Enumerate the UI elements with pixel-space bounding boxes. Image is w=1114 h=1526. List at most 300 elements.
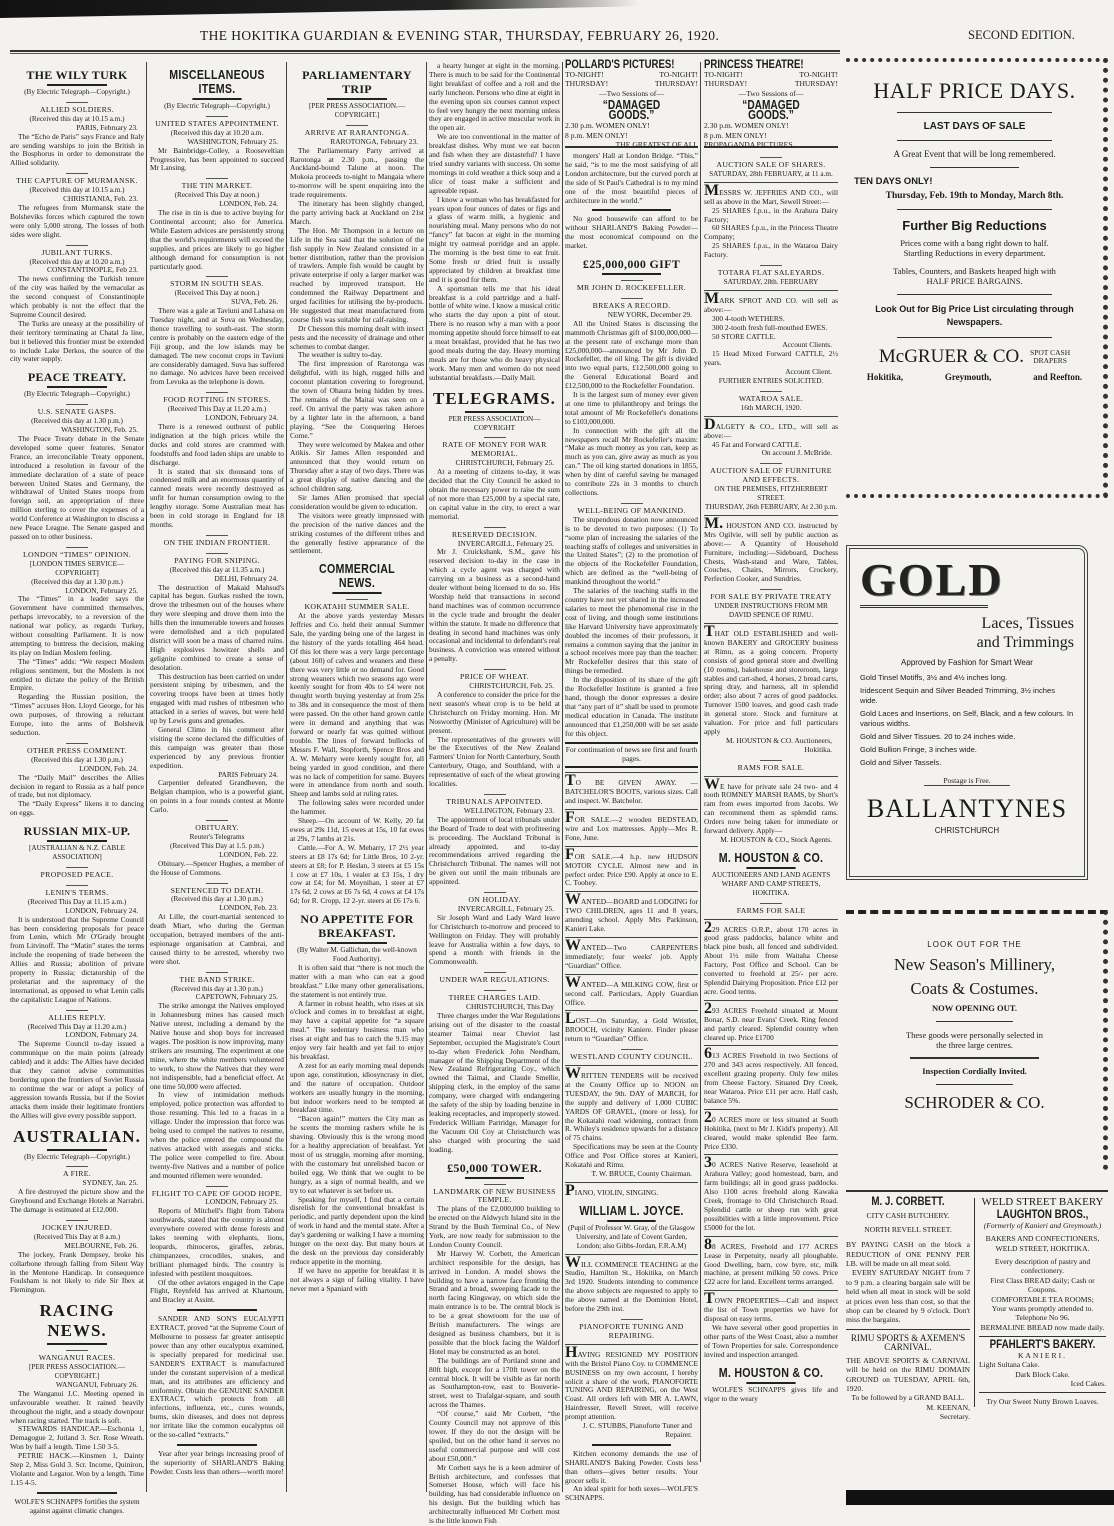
article-paragraph: Obituary.—Spencer Hughes, a member of the House of Commons. (150, 858, 284, 877)
article-paragraph: The appointment of local tribunals under the Board of Trade to deal with profiteering is proceeding. The Auckland Tribunal is already appointed, and to-day recommendations arrived regarding the Christchurch Tribunal. The names will not be given out until the main tribunals are appointed. (429, 814, 560, 887)
ad-text: 8 p.m. MEN ONLY! (565, 130, 628, 140)
article-paragraph: The strike amongst the Natives employed in Johannesburg mines has caused much Native unrest, including a demand by the Native house and shop boys for increased wages. The position is now improving, many strikers are resuming. The experiment at one mine, where the white members volunteered to work, to show the Natives that they were not indispensible, had a beneficial effect. At one time 50,000 were affected. (150, 1001, 284, 1091)
article-paragraph: It is stated that six thousand tons of condensed milk and an enormous quantity of canned meats were recently destroyed as unfit for human consumption owing to the lengthy storage. Some Australian meat has been in cold storage in England for 18 months. (150, 466, 284, 529)
classified-ad: 293 ACRES Freehold situated at Mount Bonar, S.D. near Evans' Creek. Ring fenced and partly cleared. Splendid country when cleared up. Price £1700 (704, 999, 838, 1042)
article-paragraph: An ideal spirit for both sexes—WOLFE'S SCHNAPPS. (565, 1484, 698, 1503)
ad-text: LAST DAYS OF SALE (923, 121, 1026, 132)
article-paragraph: No good housewife can afford to be without SHARLAND'S Baking Powder—the most economical compound on the market. (565, 214, 698, 251)
article-paragraph: The “Echo de Paris” says France and Italy are sending warships to join the British in the Bosphorus in order to demonstrate the Allied solidarity. (10, 131, 144, 168)
article-paragraph: 50 STORE CATTLE. (712, 331, 776, 341)
dateline-note: (Received this day at 1.30 p.m.) (171, 984, 263, 993)
article-subheading: AUCTION SALE OF SHARES. (704, 157, 838, 170)
article-headline: TELEGRAMS. (429, 389, 560, 413)
ad-text: —Two Sessions of— (738, 88, 804, 98)
divider (592, 1444, 672, 1446)
ad-text: Approved by Fashion for Smart Wear (901, 658, 1033, 667)
dateline-note: (By Electric Telegraph—Copyright.) (24, 88, 130, 96)
dateline-note: (Received this day at 10.15 a.m.) (29, 114, 125, 123)
article-subheading: FLIGHT TO CAPE OF GOOD HOPE. (150, 1186, 284, 1199)
article-paragraph: The news confirming the Turkish tenure of the city was hailed by the vernacular as the second conquest of Constantinople which probably is not the effect that the Supreme Council desired. (10, 274, 144, 319)
article-paragraph: 300 4-tooth WETHERS. (712, 313, 785, 323)
ad-text: Light Sultana Cake. (979, 1360, 1040, 1370)
ad-text: Tables, Counters, and Baskets heaped high with (893, 266, 1056, 276)
column-4 (429, 61, 560, 1526)
dateline: CONSTANTINOPLE, Feb 23. (47, 265, 138, 275)
dateline: M. HOUSTON & CO., Stock Agents. (720, 835, 832, 844)
dateline: LONDON, February 24. (65, 905, 138, 915)
ad-text: EVERY SATURDAY NIGHT from 7 to 9 p.m. a clearing bargain sale will be held when all meat in stock will be sold at prices even less than cost, so that the shop can be cleared by 9 o'clock. Don't miss the bargains. (846, 1268, 970, 1325)
ad-headline: Coats & Costumes. (910, 979, 1039, 998)
dateline-note: [AUSTRALIAN & N.Z. CABLE ASSOCIATION] (28, 844, 126, 862)
ad-headline: New Season's Millinery, (894, 955, 1055, 974)
ad-text: BY PAYING CASH on the block a REDUCTION of ONE PENNY PER LB. will be made on all meat sold. (846, 1240, 970, 1269)
dateline-note: 16th MARCH, 1920. (740, 403, 802, 412)
article-subheading: WESTLAND COUNTY COUNCIL. (565, 1049, 698, 1062)
article-headline: THE WILY TURK (10, 68, 144, 86)
article-paragraph: A zest for an early morning meal depends upon age, constitution, idiosyncrasy in diet, and the nature of occupation. Outdoor workers are usually hungry in the morning, but indoor workers need to be tempted at breakfast time. (290, 1060, 424, 1115)
article-paragraph: I know a woman who has breakfasted for years upon four ounces of dates or figs and a glass of warm milk, a hygienic and nourishing meal. Many persons who do not “fancy” fat bacon at eight in the morning might try oatmeal porridge and an apple. The morning is the best time to eat fruit. Some fresh or dried fruit is usually appreciated by children at breakfast time and it is good for them. (429, 194, 560, 284)
dateline-note: UNDER INSTRUCTIONS FROM MR DAVID SPENCE OF RIMU. (714, 602, 828, 620)
dateline-note: SATURDAY, 28th. FEBRUARY (723, 277, 819, 286)
ad-text: (Formerly of Kanieri and Greymouth.) (983, 1220, 1102, 1230)
classified-ad: THAT OLD ESTABLISHED and well-known BAKERY and GROCERY business at Rimu, as a going concern. Property consists of good general store and dwelling (10 rooms), bakehouse and storeroom, large stables and cart-shed, 4 horses, 2 bread carts, spring dray, and harness, all in splendid order; also about 7 acres of good paddocks. Turnover 1500 loaves, and good cash trade in general store. Stock and furniture at valuation. For price and full particulars apply (704, 622, 838, 736)
article-paragraph: 60 SHARES f.p.u., in the Princess Theatre Company; (704, 223, 838, 242)
dateline-note: WHARF AND CAMP STREETS, HOKITIKA. (721, 879, 821, 897)
dateline: INVERCARGILL, February 25. (457, 903, 554, 913)
article-subheading: A FIRE. (10, 1166, 144, 1179)
article-paragraph: Three charges under the War Regulations arising out of the disaster to the coastal steamer Taimai near Cheviot last September, occupied the Magistrate's Court to-day when Frederick John Needham, manager of the Shipping Department of the New Zealand Refrigerating Coy., which owned the Taimai, and Claude Smellie, shipping clerk, in the employ of the same company, were charged with endangering the safety of the ship by loading benzine in leaking receptacles, and improperly stowed. Frederick William Partridge, Manager for the Vacuum Oil Coy at Christchurch was also charged with procuring the said loading. (429, 1011, 560, 1154)
article-paragraph: All the United States is discussing the mammoth Christmas gift of $100,000,000—at the present rate of exchange more than £25,000,000—announced by Mr John D. Rockefeller, the oil king. The gift is divided into two equal parts, £12,500,000 going to the General Educational Board and £12,500,000 to the Rockefeller Foundation. (565, 318, 698, 391)
dateline: WASHINGTON, Feb. 25. (61, 425, 138, 435)
article-paragraph: The “Daily Express” likens it to dancing on eggs. (10, 799, 144, 818)
article-paragraph: There was a gale at Taviuni and Lahasa on Tuesday night, and at Suva on Wednesday, thence travelling to south-east. The storm centre is probably on the eastern edge of the Fiji group, and the low islands may be damaged. The new coconut crops in Taviuni are considerably damaged. Suva has suffered no damage. No advices have been received from Levuka as the telephone is down. (150, 306, 284, 387)
article-paragraph: Carpentier defeated Grandheven, the Belgian champion, who is a powerful giant, on points in a four rounds contest at Monte Carlo. (150, 778, 284, 815)
article-paragraph: mongers' Hall at London Bridge. “This,” he said, “is to me the most satisfying of all London architecture, but the curved porch at the side of St Paul's Cathedral is to my mind one of the most beautiful pieces of architecture in the world.” (565, 151, 698, 205)
divider (177, 1444, 257, 1446)
article-subheading: RATE OF MONEY FOR WAR MEMORIAL. (429, 437, 560, 459)
dateline-note: (Received This Day at 11.15 a.m.) (27, 897, 127, 906)
article-paragraph: A sportsman tells me that his ideal breakfast is a cold partridge and a half-bottle of white wine. I know a musical critic who starts the day upon a pint of stout. There is no reason why a man with a poor morning appetite should force himself to eat a meat breakfast, provided that he has two good meals during the day. Heavy morning meals are for those who do heavy physical work. Many men and women do not need substantial breakfasts.—Daily Mail. (429, 283, 560, 382)
article-subheading: PRICE OF WHEAT. (429, 669, 560, 682)
article-paragraph: General Climo in his comment after visiting the scene declared the difficulties of this campaign was greater than those experienced by any previous frontier expedition. (150, 725, 284, 770)
dateline: Account Client. (785, 367, 832, 377)
ad-text: Dark Block Cake. (1015, 1369, 1070, 1379)
article-paragraph: In the disposition of its share of the gift the Rockefeller Institute is granted a free hand, though the donor expresses a desire that “any part of it” shall be used to promote medical education in Canada. The institute announced that £1,250,000 will be set aside for this object. (565, 675, 698, 738)
article-paragraph: The “Daily Mail” describes the Allies decision in regard to Russia as a half pence of trade, but not diplomacy. (10, 772, 144, 800)
article-subheading: UNITED STATES APPOINTMENT. (150, 116, 284, 129)
dateline: On account J. McBride. (761, 448, 832, 458)
article-paragraph: Of the other aviators engaged in the Cape Flight, Reynfeld has arrived at Khartoum, and Bracley at Assint. (150, 1277, 284, 1305)
article-subheading: FOOD ROTTING IN STORES. (150, 392, 284, 405)
ad-text: Every description of pastry and confectionery. (994, 1257, 1091, 1276)
ad-firm-name: SCHRODER & CO. (904, 1093, 1045, 1112)
dateline: INVERCARGILL, February 25. (457, 538, 554, 548)
dateline-note: (By Walter M. Gallichan, the well-known Food Authority). (297, 946, 417, 964)
article-subheading: TOTARA FLAT SALEYARDS. (704, 265, 838, 278)
classified-ad: 20 ACRES more or less situated at South Hokitika, (next to Mr J. Kidd's property). All cleared, would make splendid Bee farm. Price £330. (704, 1108, 838, 1151)
article-subheading: PROPOSED PEACE. (10, 867, 144, 880)
ad-text: PROPAGANDA PICTURES. (704, 140, 795, 149)
ad-text: THURSDAY! (704, 79, 748, 88)
article-headline: PARLIAMENTARY TRIP (290, 68, 424, 100)
article-paragraph: Sir Joseph Ward and Lady Ward leave for Christchurch to-morrow and proceed to Wellington on Friday. They will probably leave for Australia within a few days, to spend a month with friends in the Commonwealth. (429, 912, 560, 967)
article-headline: RACING NEWS. (10, 1301, 144, 1345)
column-6 (704, 152, 838, 1497)
article-paragraph: A fire destroyed the picture show and the Greyhound and Exchange Hotels at Narrabri. The damage is estimated at £12,000. (10, 1187, 144, 1215)
article-paragraph: Mr J. Cruickshank, S.M., gave his reserved decision to-day in the case in which a cycle agent was charged with carrying on a business as a second-hand dealer without being licensed to do so. His Worship held that transactions in second hand machines was of common occurrence in the cycle trade and brought the dealer within the statute. It made no difference that dealing in second hand machines was only occasional and incidental to defendant's real business. A conviction was entered without a penalty. (429, 547, 560, 664)
divider (177, 1309, 257, 1311)
article-paragraph: In view of intimidation methods employed, police protection was afforded to those resuming. This led to a fracas in a village. Under the impression that force was being used to compel the natives to resume, when the police entered the compound the natives attacked with assegais and sticks. The police were compelled to fire. About twenty-five Natives and a number of police and mounted riflemen were wounded. (150, 1090, 284, 1180)
article-subheading: OBITUARY. (150, 820, 284, 833)
classified-ad: FOR SALE.—2 wooden BEDSTEAD, wire and Lox mattresses. Apply—Mrs R. Fone, June. (565, 809, 698, 842)
ad-text: BERMALINE BREAD now made daily. (980, 1322, 1105, 1332)
ad-text: To be followed by a GRAND BALL. (851, 1393, 965, 1403)
gold-item: Gold Tinsel Motiffs, 3½ and 4½ inches long. (860, 673, 1008, 682)
dateline-note: AUCTIONEERS AND LAND AGENTS (711, 870, 831, 879)
princess-theatre-ad (704, 57, 838, 149)
ad-text: Thursday, Feb. 19th to Monday, March 8th. (885, 191, 1064, 201)
newspaper-title: THE HOKITIKA GUARDIAN & EVENING STAR, THURSDAY, FEBRUARY 26, 1920. (200, 28, 720, 43)
article-subheading: RESERVED DECISION. (429, 527, 560, 540)
ad-firm-name: PFAHLERT'S BAKERY. (989, 1339, 1096, 1352)
dateline-note: [PER PRESS ASSOCIATION.—COPYRIGHT.] (28, 1363, 126, 1381)
ad-text: Laces, Tissues (981, 615, 1074, 632)
ad-firm-name: BALLANTYNES (866, 794, 1068, 823)
ad-text: TEN DAYS ONLY! (854, 176, 933, 187)
ad-headline: RIMU SPORTS & AXEMEN'S CARNIVAL. (850, 1332, 966, 1353)
ad-text: Inspection Cordially Invited. (922, 1066, 1027, 1076)
article-headline: M. HOUSTON & CO. (716, 851, 826, 869)
gold-item: Gold Bullion Fringe, 3 inches wide. (860, 745, 977, 754)
ad-headline: WELD STREET BAKERY (981, 1196, 1104, 1208)
dateline-note: (Received this day at 10.20 a.m. (170, 128, 264, 137)
dateline: M. HOUSTON & CO. Auctioneers, Hokitika. (726, 735, 832, 754)
article-paragraph: At a meeting of citizens to-day, it was decided that the City Council be asked to obtain the necessary power to raise the sum of not more than £25,000 by a special rate, on capital value in the city, to erect a war memorial. (429, 467, 560, 521)
article-paragraph: SANDER AND SON'S EUCALYPTI EXTRACT, proved “at the Supreme Court of Melbourne to possess far greater antiseptic power than any other eucalyptus examined, is specially prepared for medicinal use. SANDER'S EXTRACT is manufactured under the constant supervision of a medical man, and its attributes are efficiency and uniformity. Obtain the GENUINE SANDER EXTRACT, which protects from all infections, influenza, etc., cures wounds, burns, skin diseases, and does not depress nor irritate like the common eucalyptus oil or the so-called “extracts.” (150, 1314, 284, 1440)
article-subheading: FOR SALE BY PRIVATE TREATY (704, 589, 838, 602)
article-subheading: WELL-BEING OF MANKIND. (565, 503, 698, 516)
ad-text: THE GREATEST OF ALL (615, 140, 698, 149)
article-paragraph: The Supreme Council to-day issued a communique on the main points (already cabled) and it adds: The Allies have decided that they cannot advise communities bordering upon the frontiers of Soviet Russia to continue the war or adopt a policy of aggression towards Russia, but if the Soviet attacks them inside their legitimate frontiers the Allies will give every possible support. (10, 1039, 144, 1120)
article-paragraph: The Hon. Mr Thompson in a lecture on Life in the Sea said that the solution of the fish supply in New Zealand consisted in a better distribution, rather than the provision of trawlers. Ample fish would be caught by private enterprise if only a larger market was reached by improved transport. He condemned the Railway Department and urged facilities for utilising the by-products. He suggested that meat manufactured from course fish was suitable for calf-raising. (290, 225, 424, 324)
dateline: DELHI, February 24. (214, 573, 278, 583)
ad-title: POLLARD'S PICTURES! (565, 57, 675, 71)
ad-text: TO-NIGHT! (704, 69, 743, 79)
article-subheading: TRIBUNALS APPOINTED. (429, 794, 560, 807)
article-subheading: ON THE INDIAN FRONTIER. (150, 535, 284, 548)
ad-text: THE ABOVE SPORTS & CARNIVAL will be held on the RIMU DOMAIN GROUND on TUESDAY, APRIL 6th, 1920. (846, 1355, 970, 1393)
column-divider (146, 62, 147, 1492)
article-paragraph: The representatives of the growers will be the Executives of the New Zealand Farmers' Union for North Canterbury, South Canterbury, Otago, and Southland, with a representative of each of the wheat growing localities. (429, 734, 560, 789)
ad-text: NOW OPENING OUT. (932, 1003, 1017, 1013)
article-subheading: LANDMARK OF NEW BUSINESS TEMPLE. (429, 1184, 560, 1206)
classified-ad: DALGETY & CO., LTD., will sell as above:— (704, 415, 838, 440)
classified-ad: TO BE GIVEN AWAY. — BATCHELOR'S BOOTS, various sizes. Call and inspect. W. Batchelor. (565, 772, 698, 806)
column-1 (10, 62, 144, 1515)
ad-text: Look Out for Big Price List circulating through Newspapers. (875, 304, 1074, 327)
article-paragraph: The “Times” in a leader says the Government have committed themselves, perhaps irrevocably, to a reversion of the national war policy, as regards Turkey, without consulting Parliament. It is now attempting to buttress the decision, making its play on Indian Moslem feeling. (10, 594, 144, 657)
article-paragraph: There is a renewed outburst of public indignation at the high prices while the docks and cold stores are crammed with foodstuffs and food laden ships are unable to discharge. (150, 422, 284, 467)
article-paragraph: 25 SHARES f.p.u., in the Arahura Dairy Factory; (704, 205, 838, 224)
article-subheading: WANGANUI RACES. (10, 1350, 144, 1363)
dateline-note: (Received this day at 1.30 p.m.) (31, 577, 123, 586)
article-subheading: WATAROA SALE. (704, 391, 838, 404)
ad-text: SPOT CASH (1030, 348, 1071, 357)
article-paragraph: Cattle.—For A. W. Meharry, 17 2½ year steers at £8 17s 6d; for Little Bros, 10 2-yr. steers at £8; for P. Heslan, 3 steers at £5 15s 1 cow at £7 10s, 1 vealer at £3 15s, 1 dry cow at £4; for M. Moynihan, 1 steer at £7 17s 6d, 2 cows at £6 7s 6d, 4 cows at £4 17s 6d; for R. Cropp, 12 2-yr. steers at £6 17s 6. (290, 842, 424, 906)
article-paragraph: This destruction has been carried on under persistent sniping by tribesmen, and the covering troops have been at times hotly engaged with mad rushes of tribesmen who attacked in a series of waves, but were held up by Lewis guns and grenades. (150, 671, 284, 726)
article-paragraph: 300 2-tooth fresh full-mouthed EWES. (712, 322, 828, 332)
article-paragraph: Reports of Mitchell's flight from Tabora southwards, stated that the country is almost everywhere covered with dense forests and lakes teeming with elephants, lions, leopards, rhinoceros, giraffes, zebras, chimpanzees, crocodiles, snakes, and brilliant plumaged birds. The country is infested with pestilent mosquitoes. (150, 1206, 284, 1278)
dateline-note: (Received this day at 11.35 a.m.) (169, 565, 265, 574)
ad-text: BAKERS AND CONFECTIONERS, WELD STREET, HOKITIKA. (985, 1234, 1100, 1253)
article-subheading: LENIN'S TERMS. (10, 885, 144, 898)
article-subheading: JUBILANT TURKS. (10, 245, 144, 258)
classified-ad: 30 ACRES Native Reserve, leasehold at Arahura Valley; good homestead, barn, and farm buildings; all in good grass paddocks. Also 1100 acres freehold along Kawaka Creek, frontage to Old Christchurch Road. Splendid cattle or sheep run with great possibilities with a little improvement. Price £5000 for the lot. (704, 1154, 838, 1232)
article-paragraph: Sheep.—On account of W. Kelly, 20 fat ewes at 29s 11d, 15 ewes at 15s, 10 fat ewes at 29s, 7 lambs at 21s. (290, 816, 424, 843)
article-paragraph: Mr Corbett says he is a keen admirer of British architecture, and confesses that Somerset House, which will face his building, has had considerable influence on his design. But the building which has architecturally influenced Mr Corbett most is the little known Fish (429, 1462, 560, 1526)
dateline-note: [LONDON TIMES SERVICE—COPYRIGHT] (29, 559, 125, 577)
ad-text: Secretary. (939, 1412, 970, 1422)
dateline: LONDON, February 24. (65, 1030, 138, 1040)
article-paragraph: Sir James Allen promised that special consideration would be given to education. (290, 492, 424, 511)
ad-headline: Further Big Reductions (902, 218, 1047, 233)
article-subheading: ALLIED SOLDIERS. (10, 102, 144, 115)
column-divider (700, 62, 701, 1462)
notice-box: For continuation of news see first and fourth pages. (565, 742, 698, 768)
masthead-rule (10, 50, 840, 54)
dateline-note: ON THE PREMISES, FITZHERBERT STREET. (714, 485, 828, 503)
gold-item: Gold Laces and Insertions, on Self, Black, and a few colours. In various widths. (860, 709, 1074, 728)
article-subheading: AUCTION SALE OF FURNITURE AND EFFECTS. (704, 463, 838, 485)
article-paragraph: Dr Chesson this morning dealt with insect pests and the necessity of drainage and other schemes to combat danger. (290, 323, 424, 351)
dateline-note: (Received this day at 1.30 p.m.) (31, 755, 123, 764)
article-subheading: THE BAND STRIKE. (150, 972, 284, 985)
dateline: LONDON, Feb. 22. (219, 849, 278, 859)
article-paragraph: The itinerary has been slightly changed, the party arriving back at Auckland on 21st March. (290, 199, 424, 226)
dateline: LONDON, Feb. 23. (219, 903, 278, 913)
masthead (0, 28, 1114, 48)
article-headline: PEACE TREATY. (10, 370, 144, 388)
dateline: LONDON, February 24. (205, 413, 278, 423)
ad-text: 2.30 p.m. WOMEN ONLY! (704, 121, 789, 130)
article-paragraph: The stupendous donation now announced is to be devoted to two purposes: (1) To “some plan of increasing the salaries of the teaching staffs of colleges and universities in the United States”; (2) to the promotion of the objects of the Rockefeller Foundation, which are defined as the “well-being of mankind throughout the world.” (565, 514, 698, 587)
dateline: NEW YORK, December 29. (607, 309, 692, 319)
article-paragraph: Mr Harvey W. Corbett, the American architect responsible for the design, has arrived in London. A model shows the building to have a narrow face fronting the Strand and a broad, sweeping facade to the north facing Kingsway, on which side the main entrance is to be. The central block is to be a great showroom for the use of British manufacturers. The wings are designed as business chambers, but it is possible that the block facing the Waldorf Hotel may be constructed as an hotel. (429, 1248, 560, 1356)
dateline-note: FURTHER ENTRIES SOLICITED. (718, 377, 824, 386)
article-headline: AUSTRALIAN. (10, 1127, 144, 1151)
article-paragraph: The visitors were greatly impressed with the precision of the native dances and the striking costumes of the different tribes and the generally festive appearance of the settlement. (290, 510, 424, 556)
article-headline: WILLIAM L. JOYCE. (577, 1204, 686, 1222)
article-paragraph: “Bacon again!” mutters the City man as he scents the morning rashers while he is shaving. Obviously this is the wrong mood for a healthy appreciation of breakfast. Yet most of us struggle, morning after morning, with the customary but unrelished bacon or boiled egg. We think that we ought to be hungry, as a sign of normal health, and we try to eat whatever is set before us. (290, 1114, 424, 1195)
gold-items-list (860, 673, 1074, 768)
article-paragraph: The refugees from Murmansk state the Bolsheviks forces which captured the town were only 5,000 strong. The losses of both sides were slight. (10, 202, 144, 239)
article-paragraph: Year after year brings increasing proof of the superiority of SHARLAND'S Baking Powder. Costs less than others—worth more! (150, 1448, 284, 1476)
article-subheading: THE TIN MARKET. (150, 178, 284, 191)
ad-firm-name: LAUGHTON BROS., (996, 1209, 1089, 1222)
article-subheading: STORM IN SOUTH SEAS. (150, 276, 284, 289)
ad-text: THURSDAY! (794, 79, 838, 88)
ad-text: THURSDAY! (654, 79, 698, 88)
article-paragraph: The weather is sultry to-day. (298, 350, 383, 360)
article-paragraph: The Wanganui J.C. Meeting opened in unfavourable weather. It rained heavily throughout the night, and a steady downpour when racing started. The track is soft. (10, 1388, 144, 1425)
dateline-note: [PER PRESS ASSOCIATION.—COPYRIGHT.] (308, 102, 406, 119)
article-headline: RUSSIAN MIX-UP. (10, 824, 144, 842)
dateline: CAPETOWN, February 25. (195, 992, 278, 1002)
article-paragraph: At the above yards yesterday Messrs Jeffries and Co. held their annual Summer Sale, the yarding being one of the largest in the history of the yards totalling 464 head. Of this lot there was a very large percentage (about 160) of calves and weaners and these there was very little or no demand for. Good strong weaners which two seasons ago were keenly sought for from 40s to £4 were not thought worth buying yesterday at from 25s to 38s and in consequence the most of them were passed. On the other hand grown cattle were in demand and anything that was forward or nearly fat was quitted without trouble. The lines of forward bullocks of Messrs F. Wall, Stopforth, Spence Bros and A. W. Meharry were keenly sought for, all being yarded in good condition, and there was no lack of competition for same. Buyers were in attendance from north and south. Sheep and lambs sold at ruling rates. (290, 611, 424, 799)
dateline: SUVA, Feb. 26. (231, 297, 278, 307)
dateline-note: (Received This Day at noon.) (174, 289, 260, 298)
article-paragraph: A conference to consider the price for the next season's wheat crop is to be held at Christchurch on Friday morning. Hon. Mr Nosworthy (Minister of Agriculture) will be present. (429, 690, 560, 735)
divider (592, 209, 672, 211)
column-divider (286, 62, 287, 1492)
article-headline: £25,000,000 GIFT (565, 257, 698, 275)
gold-item: Iridescent Sequin and Silver Beaded Trimming, 3½ inches wide. (860, 686, 1056, 705)
column-5 (565, 151, 698, 1503)
article-subheading: JOCKEY INJURED. (10, 1220, 144, 1233)
article-paragraph: “Of course,” said Mr Corbett, “the County Council may not approve of this tower. If they do not the design will be spoiled, but on the other hand it serves no useful commercial purpose and will cost about £50,000.” (429, 1409, 560, 1463)
ad-title: PRINCESS THEATRE! (704, 57, 804, 71)
ad-text: 8 p.m. MEN ONLY! (704, 130, 767, 140)
dateline: CHRISTCHURCH, February 25. (455, 458, 554, 468)
dateline: CHRISTCHURCH, This Day (466, 1002, 554, 1012)
dateline-note: (Received This Day at 1.5. p.m.) (170, 841, 264, 850)
article-subheading: FARMS FOR SALE (704, 903, 838, 916)
ad-text: Your wants promptly attended to. (991, 1304, 1094, 1314)
article-paragraph: The salaries of the teaching staffs in the country have not yet shared in the increased salaries to meet the phenomenal rise in the cost of living, and though some institutions like Harvard University have approximately doubled the incomes of their professors, it remains a common saying that the janitor in a school receives more pay than the teacher. Mr Rockefeller desires that this state of things be remedied. (565, 586, 698, 676)
weld-street-bakery-ad (974, 1198, 1106, 1407)
article-paragraph: The plans of the £2,000,000 building to be erected on the Aldwych Island site in the Strand by the Bush Terminal Co., of New York, are now ready for submission to the London County Council. (429, 1204, 560, 1249)
ad-text: Postage is Free. (924, 776, 1010, 786)
dateline: LONDON, February 25. (65, 585, 138, 595)
article-subheading: PIANOFORTE TUNING AND REPAIRING. (565, 1319, 698, 1341)
article-subheading: ALLIES REPLY. (10, 1010, 144, 1023)
article-paragraph: Mr Bainbridge-Colley, a Rooseveltian Progressive, has been appointed to succeed Mr Lansing. (150, 145, 284, 173)
ad-text: CITY CASH BUTCHERY. (866, 1211, 950, 1221)
ad-text: KANIERI. (1017, 1350, 1068, 1360)
article-paragraph: They were welcomed by Makea and other Arikis. Sir James Allen responded and announced that they would return on Thursday after a stay of two days. There was a great display of native dancing and the school children sang. (290, 439, 424, 494)
ad-text: COMFORTABLE TEA ROOMS; (991, 1294, 1094, 1304)
article-paragraph: 15 Head Mixed Forward CATTLE, 2½ years. (704, 349, 838, 368)
article-paragraph: The Turks are uneasy at the possibility of their territory terminating at Chatal Ja line, but it believed this frontier must be extended to include Lake Derkos, the source of the city water supply. (10, 318, 144, 364)
article-subheading: UNDER WAR REGULATIONS. (429, 972, 560, 985)
article-headline: MISCELLANEOUS ITEMS. (162, 68, 272, 100)
dateline-note: (Received this day at 1.30 p.m.) (171, 895, 263, 904)
ad-text: LOOK OUT FOR THE (927, 940, 1022, 949)
dateline: WELLINGTON, February 23. (463, 805, 554, 815)
article-paragraph: The destruction of Makaid Mahsud's capital has begun. Gurkas rushed the town, drove the tribesmen out of the houses where they were sleeping and drove them into the hills then the innumerable towers and houses were demolished and a rich populated district will soon be a mass of charred ruins. High explosives howitzer shells and gelignite combined to create a sense of desolation. (150, 582, 284, 672)
ad-feature: “DAMAGED GOODS.” (602, 97, 661, 122)
dateline-note: Reuter's Telegrams (189, 832, 245, 841)
classified-ad: HAVING RESIGNED MY POSITION with the Bristol Piano Coy. to COMMENCE BUSINESS on my own account, I hereby solicit a share of the work, PIANOFORTE TUNING AND REPAIRING, on the West Coast. All orders left with MR A. LAWN, Hairdresser, Revell Street, will receive prompt attention. (565, 1343, 698, 1422)
article-subheading: RAMS FOR SALE. (704, 760, 838, 773)
print-smear (0, 0, 640, 18)
classified-ad: WANTED—BOARD and LODGING for TWO CHILDREN, ages 11 and 8 years, attending school. Apply Mrs Parkinson, Kanieri Lake. (565, 891, 698, 934)
article-paragraph: It is understood that the Supreme Council has been considering proposals for peace from Lenin, which Mr O'Grady brought from Litvinoff. The “Matin” states the terms include the reopening of trade between the Allies and Russia; abolition of private property in Russia; dictatorship of the proletariat and the supremacy of the international, as opposed to what Lenin calls the capitalistic League of Nations. (10, 914, 144, 1004)
dateline-note: (Received this day at 10.20 a.m.) (29, 257, 125, 266)
article-subheading: ARRIVE AT RARANTONGA. (290, 125, 424, 138)
classified-ad: 613 ACRES Freehold in two Sections of 270 and 343 acres respectively. All fenced, excellent grazing property. Only few miles from Cheese Factory. Situated Dry Creek, near Wataroa. Price £11 per acre. Half cash, balance 5%. (704, 1045, 838, 1105)
classified-ad: TOWN PROPERTIES—Call and inspect the list of Town properties we have for disposal on easy terms. (704, 1290, 838, 1324)
column-divider (562, 62, 563, 1492)
dateline-note: (Received This Day at 11.20 a.m.) (167, 405, 267, 414)
article-headline: M. HOUSTON & CO. (716, 1366, 826, 1384)
dateline: LONDON, February 25. (205, 1197, 278, 1207)
article-subheading: KOKATAHI SUMMER SALE. (290, 599, 424, 612)
dateline: CHRISTIANIA, Feb. 23. (63, 194, 138, 204)
article-paragraph: Kitchen economy demands the use of SHARLAND'S Baking Powder. Costs less than others—gives better results. Your grocer sells it. (565, 1448, 698, 1485)
article-paragraph: In connection with the gift all the newspapers recall Mr Rockefeller's maxim: “Make as much money as you can, keep as much as you can, give away as much as you can.” The oil king started donations in 1855, when by dint of careful saving he managed to contribute 22s in 3 months to church collections. (565, 425, 698, 497)
article-subheading: BREAKS A RECORD. (565, 298, 698, 311)
article-paragraph: 25 SHARES f.p.u., in the Wataroa Dairy Factory. (704, 241, 838, 260)
dateline: PARIS February 24. (218, 769, 278, 779)
ad-text: —Two Sessions of— (599, 88, 664, 98)
dateline: Account Clients. (782, 340, 832, 350)
classified-ad: WE have for private sale 24 two- and 4 tooth ROMNEY MARSH RAMS, by Short's ram from ewes imported from Jacobs. We can recommend them as splendid rams. Orders now being taken for immediate or forward delivery. Apply— (704, 775, 838, 836)
ad-text: These goods were personally selected in (905, 1030, 1044, 1040)
article-paragraph: STEWARDS HANDICAP.—Eschonia 1, Demagogue 2, Jutland 3. Scr. Rose Wreath. Won by half a length. Time 1.50 3-5. (10, 1424, 144, 1452)
edition-label: SECOND EDITION. (968, 28, 1075, 42)
ad-headline: GOLD (860, 554, 1004, 605)
classified-ad: WRITTEN TENDERS will be received at the County Office up to NOON on TUESDAY, the 9th. DAY of MARCH, for the supply and delivery of 1,000 CUBIC YARDS OF GRAVEL, (more or less), for the Kokatahi road widening, contract from R. Whiley's residence upwards for a distance of 75 chains. (565, 1065, 698, 1143)
corbett-butchery-ad (846, 1198, 970, 1422)
ad-text: M. KEENAN, (926, 1402, 970, 1412)
classified-ad: MESSRS W. JEFFRIES AND CO., will sell as above in the Mart, Sewell Street:— (704, 181, 838, 206)
article-paragraph: The buildings are of Portland stone and 80ft high, except for a 170ft tower on the central block. It will be visible as far north as Southampton-row, east to Bouverie-street, west to Trafalgar-square, and south across the Thames. (429, 1355, 560, 1410)
article-subheading: THREE CHARGES LAID. (429, 990, 560, 1003)
article-subheading: OTHER PRESS COMMENT. (10, 743, 144, 756)
article-paragraph: The first impression of Rarotonga was delightful, with its high, rugged hills and coconut plantation covering to foreground, the town of Ohaura being hidden by trees. The remains of the Maitai was seen on a reef. On arrival the party was taken ashore by a lighter late in the afternoon, a band playing, “See the Conquering Heroes Come.” (290, 359, 424, 440)
ad-text: the three large centres. (936, 1040, 1013, 1050)
dateline-note: PER PRESS ASSOCIATION—COPYRIGHT (448, 414, 541, 432)
article-subheading: SENTENCED TO DEATH. (150, 883, 284, 896)
article-subheading: LONDON “TIMES” OPINION. (10, 547, 144, 560)
article-subheading: ON HOLIDAY. (429, 892, 560, 905)
ad-text: Iced Cakes. (1070, 1378, 1106, 1388)
article-paragraph: We have several other good properties in other parts of the West Coast, also a number of Town Properties for sale. Correspondence invited and inspection arranged. (704, 1322, 838, 1359)
ad-text: NORTH REVELL STREET. (864, 1224, 952, 1234)
dateline-note: (Received This Day at 11.20 a.m.) (27, 1022, 127, 1031)
ad-text: TO-NIGHT! (565, 69, 604, 79)
ad-text: HALF PRICE BARGAINS. (926, 276, 1023, 286)
dateline-note: (Received this day at 1.30 p.m.) (31, 417, 123, 426)
dateline: T. W. BRUCE, County Chairman. (591, 1169, 692, 1178)
ad-text: Greymouth, (944, 372, 992, 382)
article-paragraph: The rise in tin is due to active buying for Continental account; also for America. While Eastern advices are persistently strong that the world's requirements will exceed the supplies, and prices are likely to go higher although demand for consumption is not particularly good. (150, 208, 284, 271)
column-2 (150, 62, 284, 1502)
dateline: MELBOURNE, Feb. 26. (64, 1240, 138, 1250)
dateline-note: (Received This Day at 8 a.m.) (33, 1232, 121, 1241)
column-3 (290, 62, 424, 1502)
article-paragraph: WOLFE'S SCHNAPPS gives life and vigor to the weary (704, 1384, 838, 1403)
weld-lines (979, 1257, 1106, 1332)
ad-firm-name: McGRUER & CO. (878, 346, 1025, 367)
article-paragraph: a hearty hunger at eight in the morning. There is much to be said for the Continental light breakfast of coffee and a roll and the early luncheon. Persons who dine at eight in the evening upon six courses cannot expect to feel very hungry the next morning unless they are engaged in active muscular work in the open air. (429, 61, 560, 133)
ad-text: Startling Reductions in every department. (903, 248, 1046, 258)
article-subheading: U.S. SENATE GASPS. (10, 404, 144, 417)
gold-item: Gold and Silver Tassels. (860, 758, 942, 767)
divider (37, 1492, 117, 1494)
ad-text: A Great Event that will be long remembered. (893, 149, 1056, 159)
pollards-pictures-ad (565, 57, 698, 149)
column-divider (426, 62, 427, 1492)
article-headline: £50,000 TOWER. (429, 1161, 560, 1179)
article-paragraph: PETRIE HACK.—Kinsmen 1, Dainty Step 2, Miss Gold 3. Scr. Income, Quiniron, Violante and Legator. Won by a length. Time 1.15 4-5. (10, 1451, 144, 1487)
ad-text: and Reefton. (1033, 372, 1083, 382)
classified-ad: 88 ACRES, Freehold and 177 ACRES Lease in Perpetuity, nearly all ploughable. Good Dwelling, barn, cow byre, etc, milk machine, at present milking 50 cows. Price £22 acre for land. Excellent terms arranged. (704, 1235, 838, 1287)
ad-text: DRAPERS (1033, 356, 1067, 365)
classified-ad: LOST—On Saturday, a Gold Wristlet, BROOCH, vicinity Kaniere. Finder please return to “Guardian” Office. (565, 1010, 698, 1044)
article-paragraph: Speaking for myself, I find that a certain disrelish for the conventional breakfast is periodic, and partly dependent upon the kind of work in hand and the mental state. After a day's gardening or walking I have a morning hunger on the next day. But many hours at the desk on the previous day considerably reduce appetite in the morning. (290, 1194, 424, 1266)
